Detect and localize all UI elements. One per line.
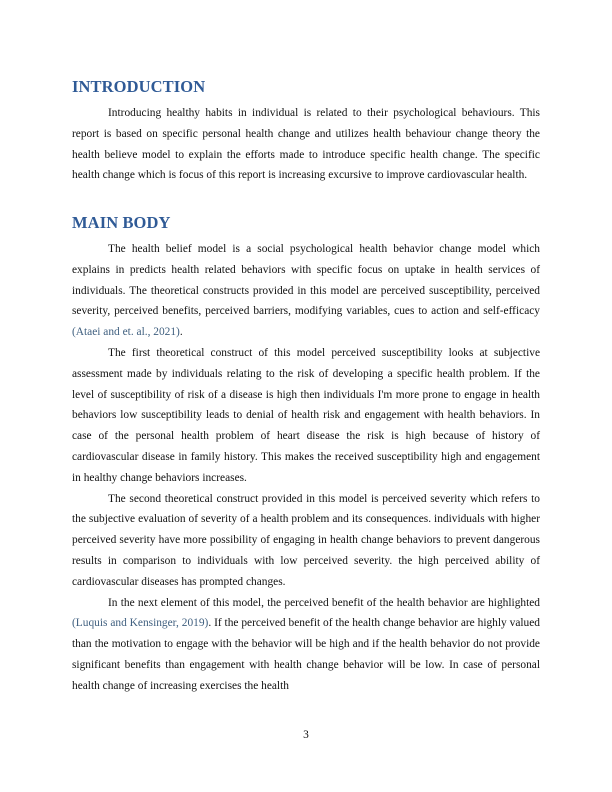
body-paragraph: The health belief model is a social psychological health behavior change model which explains in predicts health related behaviors with specific focus on uptake in health services of individuals. The theoretical constructs provided in this model are perceived susceptibility, perceived severity, perceived benefits, perceived barriers, modifying variables, cues to action and self-efficacy (Ataei and et. al., 2021). [72,243,540,339]
body-paragraph: In the next element of this model, the perceived benefit of the health behavior are highlighted (Luquis and Kensinger, 2019). If the perceived benefit of the health change behavior are highly valued than the motivation to engage with the behavior will be high and if the health behavior do not provide significant benefits than engagement with health change behavior will be low. In case of personal health change of increasing exercises the health [72,596,540,692]
section-heading-main-body: MAIN BODY [72,213,171,232]
introduction-section [72,103,540,186]
citation: (Luquis and Kensinger, 2019) [72,617,209,630]
page-number: 3 [303,729,309,741]
citation: (Ataei and et. al., 2021) [72,326,180,339]
body-paragraph: The first theoretical construct of this model perceived susceptibility looks at subjective assessment made by individuals relating to the risk of developing a specific health problem. If the level of susceptibility of risk of a disease is high then individuals I'm more prone to engage in health behaviors low susceptibility leads to denial of health risk and engagement with health behaviors. In case of the personal health problem of heart disease the risk is high because of history of cardiovascular disease in family history. This makes the received susceptibility high and engagement in healthy change behaviors increases. [72,346,540,484]
body-paragraph: The second theoretical construct provided in this model is perceived severity which refers to the subjective evaluation of severity of a health problem and its consequences. individuals with higher perceived severity have more possibility of engaging in health change behaviors to prevent dangerous results in comparison to individuals with low perceived severity. the high perceived ability of cardiovascular diseases has prompted changes. [72,492,540,588]
main-body-section [72,239,540,697]
body-paragraph: Introducing healthy habits in individual is related to their psychological behaviours. This report is based on specific personal health change and utilizes health behaviour change theory the health believe model to explain the efforts made to introduce specific health change. The specific health change which is focus of this report is increasing excursive to improve cardiovascular health. [72,107,540,182]
section-heading-introduction: INTRODUCTION [72,77,206,96]
